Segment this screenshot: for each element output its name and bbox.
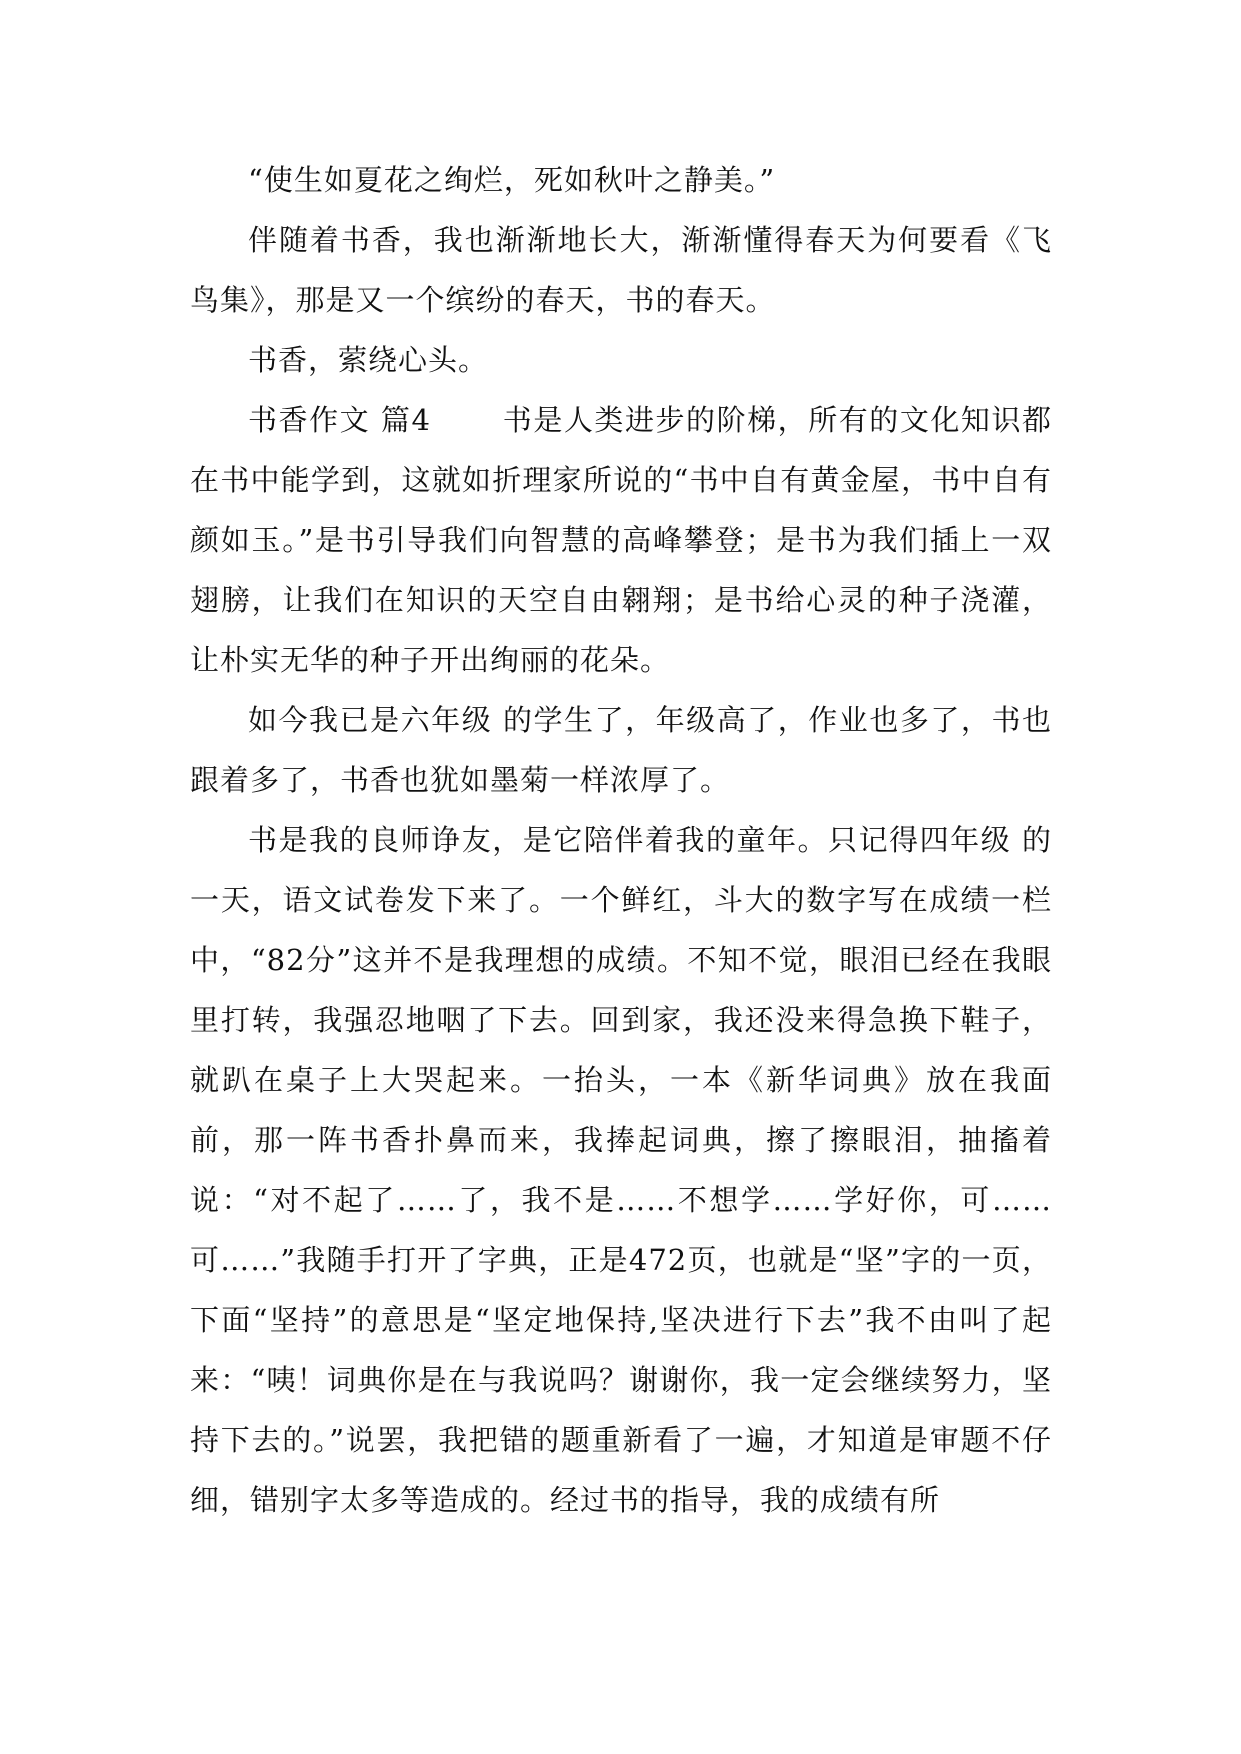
paragraph-dictionary-story: 书是我的良师诤友，是它陪伴着我的童年。只记得四年级 的一天，语文试卷发下来了。一个鲜红，斗大的数字写在成绩一栏中，“82分”这并不是我理想的成绩。不知不觉，眼泪已经在我眼里打转，我强忍地咽了下去。回到家，我还没来得急换下鞋子，就趴在桌子上大哭起来。一抬头，一本《新华词典》放在我面前，那一阵书香扑鼻而来，我捧起词典，擦了擦眼泪，抽搐着说：“对不起了……了，我不是……不想学……学好你，可……可……”我随手打开了字典，正是472页，也就是“坚”字的一页，下面“坚持”的意思是“坚定地保持,坚决进行下去”我不由叫了起来：“咦！词典你是在与我说吗？谢谢你，我一定会继续努力，坚持下去的。”说罢，我把错的题重新看了一遍，才知道是审题不仔细，错别字太多等造成的。经过书的指导，我的成绩有所: [190, 823, 1052, 1517]
paragraph-essay-4: 书香作文 篇4 书是人类进步的阶梯，所有的文化知识都在书中能学到，这就如折理家所说的“书中自有黄金屋，书中自有颜如玉。”是书引导我们向智慧的高峰攀登；是书为我们插上一双翅膀，让我们在知识的天空自由翱翔；是书给心灵的种子浇灌，让朴实无华的种子开出绚丽的花朵。: [190, 403, 1052, 677]
paragraph-spring: 伴随着书香，我也渐渐地长大，渐渐懂得春天为何要看《飞鸟集》，那是又一个缤纷的春天，书的春天。: [190, 223, 1052, 317]
paragraph-fragrance: 书香，萦绕心头。: [248, 343, 489, 377]
paragraph-quote: “使生如夏花之绚烂，死如秋叶之静美。”: [248, 163, 776, 197]
document-body: [190, 150, 1052, 1530]
paragraph-sixth-grade: 如今我已是六年级 的学生了，年级高了，作业也多了，书也跟着多了，书香也犹如墨菊一样浓厚了。: [190, 703, 1052, 797]
